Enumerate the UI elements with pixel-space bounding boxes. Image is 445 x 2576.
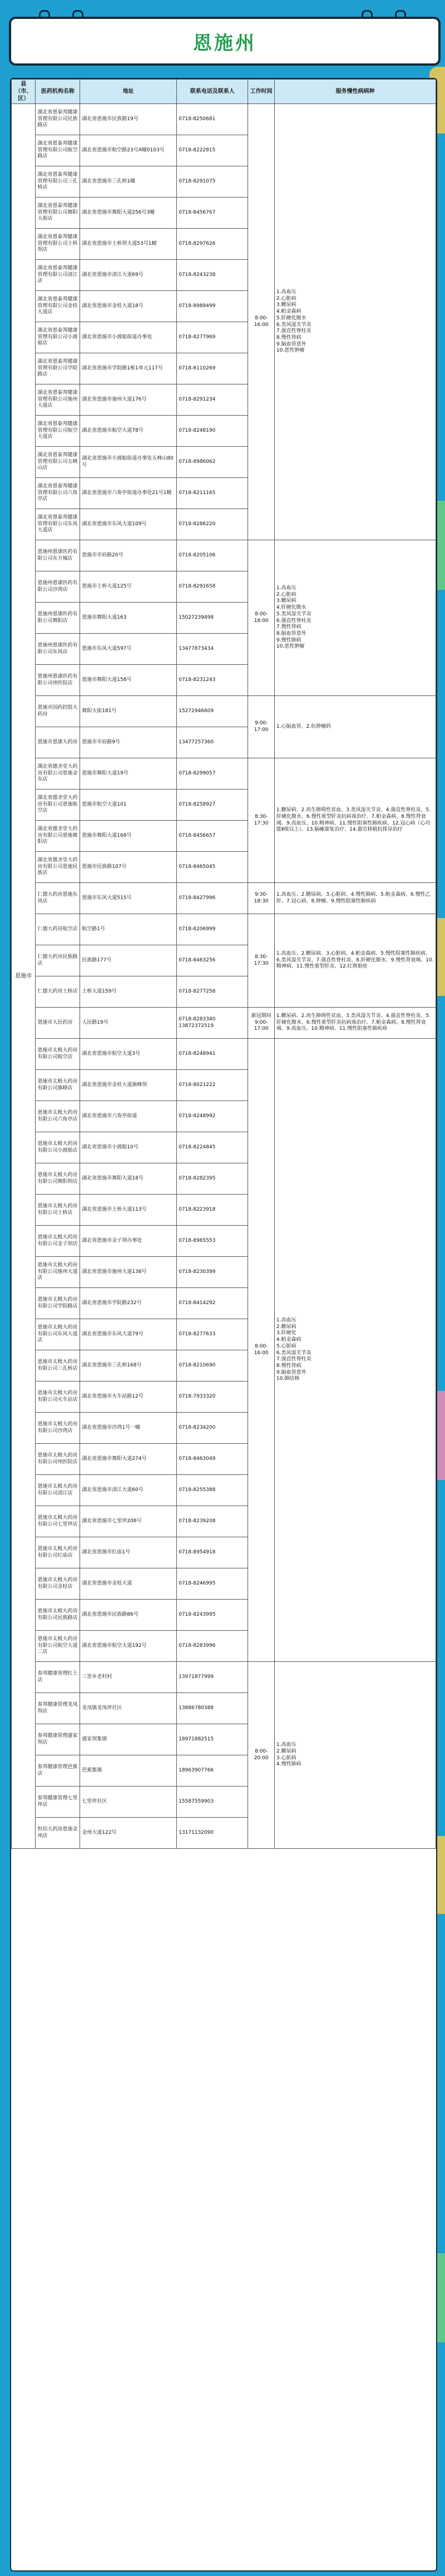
address-cell: 湖北省恩施市民族路19号: [80, 104, 177, 135]
phone-cell: 0718-8277258: [177, 976, 248, 1008]
pharmacy-name-cell: 恩施州恩康医药有限公司沙湾店: [36, 571, 80, 603]
address-cell: 湖北省恩施市土桥大道113号: [80, 1195, 177, 1226]
disease-list-cell: 1.高血压 2.心脏病 3.糖尿病 4.肝硬化腹水 5.类风湿关节炎 6.强直性脊柱炎 7.慢性肾病 8.脑血管意外 9.慢性肺病 10.恶性肿瘤: [274, 540, 436, 696]
phone-cell: 0718-8248190: [177, 416, 248, 447]
phone-cell: 0718-8986062: [177, 447, 248, 478]
address-cell: 湖北省恩施市三孔桥1幢: [80, 166, 177, 198]
pharmacy-name-cell: 恩施市国药控股大药房: [36, 696, 80, 727]
phone-cell: 0718-8297626: [177, 229, 248, 260]
address-cell: 湖北省恩施市红庙1号: [80, 1537, 177, 1568]
phone-cell: 0718-7933320: [177, 1381, 248, 1413]
address-cell: 三里乡老村村: [80, 1662, 177, 1693]
address-cell: 湖北省恩施市航空路23号A幢0103号: [80, 135, 177, 166]
disease-list-cell: 1.高血压 2.糖尿病 3.肝硬化 4.帕金森病 5.心脏病 6.类风湿关节炎 7.强直性脊柱炎 8.慢性肾病 9.脑血管意外 10.肺结核: [274, 1039, 436, 1662]
address-cell: 湖北省恩施市金桂大道旗峰坝: [80, 1070, 177, 1101]
address-cell: 恩施市舞阳大道168号: [80, 821, 177, 852]
address-cell: 湖北省恩施市小渡船街道办事处五峰山80号: [80, 447, 177, 478]
pharmacy-name-cell: 湖北省恩泰邦健康管理有限公司五峰山店: [36, 447, 80, 478]
pharmacy-name-cell: 恩施市太极大药房有限公司州医院店: [36, 1444, 80, 1475]
hours-cell: 8:30-17:30: [248, 758, 274, 883]
pharmacy-name-cell: 仁德大药房民族路店: [36, 945, 80, 976]
phone-cell: 15272946609: [177, 696, 248, 727]
phone-cell: 13477873434: [177, 634, 248, 665]
disease-list-cell: 1.糖尿病、2.再生障碍性贫血、3.类风湿关节炎、4.强直性脊柱炎、5.肝硬化腹水、6.慢性重型肝炎抗病毒治疗、7.帕金森病、8.慢性肾衰竭、9.高血压、10.精神病、11.慢性阻塞性肺疾病、12.冠心病（心功能Ⅱ级以上）、13.脑瘫康复治疗、14.器官移植抗排异治疗: [274, 758, 436, 883]
pharmacy-name-cell: 春邦健康管理龙凤坝店: [36, 1693, 80, 1724]
phone-cell: 0718-8465045: [177, 852, 248, 883]
pharmacy-name-cell: 恩施市人民药房: [36, 1008, 80, 1039]
phone-cell: 0718-8965553: [177, 1226, 248, 1257]
pharmacy-name-cell: 湖北省恩泰邦健康管理有限公司土桥坝店: [36, 229, 80, 260]
pharmacy-name-cell: 湖北省恩泰邦健康管理有限公司航空大道店: [36, 416, 80, 447]
pharmacy-name-cell: 恩施市太极大药房有限公司土桥店: [36, 1195, 80, 1226]
phone-cell: 15587559903: [177, 1787, 248, 1818]
pharmacy-name-cell: 恒信大药房恩施金州店: [36, 1818, 80, 1849]
address-cell: 湖北省恩施市沙湾1号一幢: [80, 1413, 177, 1444]
address-cell: 恩施市航空大道101: [80, 789, 177, 821]
phone-cell: 0718-8283996: [177, 1631, 248, 1662]
phone-cell: 18971882515: [177, 1724, 248, 1755]
table-row: [12, 914, 436, 945]
table-row: [12, 696, 436, 727]
phone-cell: 0718-8110269: [177, 353, 248, 384]
phone-cell: 0718-8243238: [177, 260, 248, 291]
pharmacy-name-cell: 恩施市太极大药房有限公司金子坝店: [36, 1226, 80, 1257]
phone-cell: 0718-8210690: [177, 1350, 248, 1381]
hours-cell: 8:30-17:30: [248, 914, 274, 1008]
phone-cell: 15027239498: [177, 603, 248, 634]
phone-cell: 0718-8286220: [177, 509, 248, 540]
pharmacy-name-cell: 恩施市太极大药房有限公司三孔桥店: [36, 1350, 80, 1381]
pharmacy-name-cell: 湖北省恩泰邦健康管理有限公司三孔桥店: [36, 166, 80, 198]
table-row: [12, 1662, 436, 1693]
address-cell: 湖北省恩施市舞阳大道256号3幢: [80, 198, 177, 229]
address-cell: 七里坪社区: [80, 1787, 177, 1818]
address-cell: 人民路19号: [80, 1008, 177, 1039]
phone-cell: 13171132090: [177, 1818, 248, 1849]
address-cell: 湖北省恩施市施州大道138号: [80, 1257, 177, 1288]
phone-cell: 0718-8248992: [177, 1101, 248, 1132]
address-cell: 湖北省恩施市东风大道79号: [80, 1319, 177, 1350]
address-cell: 舞阳大街181号: [80, 696, 177, 727]
phone-cell: 0718-8222815: [177, 135, 248, 166]
title-card: [9, 17, 441, 66]
address-cell: 恩施市市府路9号: [80, 727, 177, 758]
table-body: [12, 104, 436, 1849]
address-cell: 恩施市民族路107号: [80, 852, 177, 883]
address-cell: 湖北省恩施市学院路232号: [80, 1288, 177, 1319]
pharmacy-name-cell: 春邦健康管理芭蕉店: [36, 1755, 80, 1787]
address-cell: 湖北省恩施市施州大道176号: [80, 384, 177, 416]
pharmacy-name-cell: 恩施市太极大药房有限公司施州大道店: [36, 1257, 80, 1288]
column-header-address: 地址: [80, 80, 177, 104]
pharmacy-name-cell: 湖北省恩泰邦健康管理有限公司施州大道店: [36, 384, 80, 416]
pharmacy-name-cell: 恩施市太极大药房有限公司沙湾店: [36, 1413, 80, 1444]
phone-cell: 0718-8277633: [177, 1319, 248, 1350]
phone-cell: 0718-8427996: [177, 883, 248, 914]
address-cell: 湖北省恩施市航空大道78号: [80, 416, 177, 447]
address-cell: 恩施市东风大道515号: [80, 883, 177, 914]
table-row: [12, 1039, 436, 1070]
pharmacy-name-cell: 湖北省恩泰邦健康管理有限公司六角亭店: [36, 478, 80, 509]
address-cell: 湖北省恩施市土桥坝大道53号1幢: [80, 229, 177, 260]
phone-cell: 0718-8206999: [177, 914, 248, 945]
pharmacy-name-cell: 湖北省德圣堂大药房有限公司恩施航空店: [36, 789, 80, 821]
pharmacy-name-cell: 湖北省德圣堂大药房有限公司恩施金东店: [36, 758, 80, 789]
address-cell: 恩施市舞阳大道163: [80, 603, 177, 634]
address-cell: 湖北省恩施市航空大道3号: [80, 1039, 177, 1070]
column-header-hours: 工作时间: [248, 80, 274, 104]
address-cell: 龙凤镇龙凤坪社区: [80, 1693, 177, 1724]
pharmacy-name-cell: 湖北省恩泰邦健康管理有限公司东风大道店: [36, 509, 80, 540]
pharmacy-name-cell: 恩施市太极大药房有限公司旗峰店: [36, 1070, 80, 1101]
address-cell: 湖北省恩施市七里坪208号: [80, 1506, 177, 1537]
page-header: [6, 4, 439, 70]
address-cell: 湖北省恩施市东风大道109号: [80, 509, 177, 540]
phone-cell: 13886780388: [177, 1693, 248, 1724]
pharmacy-name-cell: 恩施市太极大药房有限公司学院路店: [36, 1288, 80, 1319]
address-cell: 湖北省恩施市舞阳大道18号: [80, 1163, 177, 1195]
phone-cell: 0718-8211165: [177, 478, 248, 509]
phone-cell: 0718-8291658: [177, 571, 248, 603]
pharmacy-name-cell: 湖北省恩泰邦健康管理有限公司清江店: [36, 260, 80, 291]
address-cell: 金州大道122号: [80, 1818, 177, 1849]
pharmacy-name-cell: 恩施市太极大药房有限公司航空店: [36, 1039, 80, 1070]
phone-cell: 0718-8234200: [177, 1413, 248, 1444]
phone-cell: 13971877999: [177, 1662, 248, 1693]
pharmacy-name-cell: 恩施市恩康大药房: [36, 727, 80, 758]
disease-list-cell: 1.高血压 2.心脏病 3.糖尿病 4.帕金森病 5.肝硬化腹水 6.类风湿关节炎 7.强直性脊柱炎 8.慢性肾病 9.脑血管意外 10.恶性肿瘤: [274, 104, 436, 540]
address-cell: 民族路177号: [80, 945, 177, 976]
phone-cell: 0718-8282395: [177, 1163, 248, 1195]
phone-cell: 0718-8246995: [177, 1568, 248, 1600]
table-header-row: [12, 80, 436, 104]
phone-cell: 0718-8414292: [177, 1288, 248, 1319]
address-cell: 恩施市市府路20号: [80, 540, 177, 571]
address-cell: 航空路1号: [80, 914, 177, 945]
disease-list-cell: 1.高血压、2.糖尿病、3.心脏病、4.慢性肺病、5.帕金森病、6.慢性乙肝、7.冠心病、8.肿瘤、9.慢性阻塞性肺疾病: [274, 883, 436, 914]
pharmacy-name-cell: 恩施市太极大药房有限公司清江店: [36, 1475, 80, 1506]
pharmacy-name-cell: 仁德大药房航空店: [36, 914, 80, 945]
pharmacy-name-cell: 恩施州恩康医药有限公司舞阳店: [36, 603, 80, 634]
phone-cell: 0718-8456657: [177, 821, 248, 852]
address-cell: 湖北省恩施市舞阳大道274号: [80, 1444, 177, 1475]
address-cell: 湖北省恩施市航空大道192号: [80, 1631, 177, 1662]
address-cell: 恩施市舞阳大道158号: [80, 665, 177, 696]
phone-cell: 0718-8463049: [177, 1444, 248, 1475]
address-cell: 湖北省恩施市金子坝办事处: [80, 1226, 177, 1257]
phone-cell: 0718-8989499: [177, 291, 248, 322]
address-cell: 恩施市东风大道597号: [80, 634, 177, 665]
phone-cell: 0718-8243995: [177, 1600, 248, 1631]
disease-list-cell: 1.高血压 2.糖尿病 3.心脏病 4.慢性肺病: [274, 1662, 436, 1849]
address-cell: 湖北省恩施市学院路1栋1单元117号: [80, 353, 177, 384]
pharmacy-name-cell: 恩施市太极大药房有限公司六角亭店: [36, 1101, 80, 1132]
table-row: [12, 1008, 436, 1039]
address-cell: 湖北省恩施市小渡船10号: [80, 1132, 177, 1163]
table-row: [12, 104, 436, 135]
phone-cell: 0718-8299057: [177, 758, 248, 789]
disease-list-cell: 1.心脑血管、2.抗肿瘤药: [274, 696, 436, 758]
phone-cell: 0718-8255388: [177, 1475, 248, 1506]
pharmacy-name-cell: 恩施市太极大药房有限公司红庙店: [36, 1537, 80, 1568]
phone-cell: 0718-8231243: [177, 665, 248, 696]
phone-cell: 0718-8463256: [177, 945, 248, 976]
address-cell: 湖北省恩施市六角亭街道: [80, 1101, 177, 1132]
phone-cell: 18963907766: [177, 1755, 248, 1787]
phone-cell: 0718-8224845: [177, 1132, 248, 1163]
phone-cell: 0718-8291234: [177, 384, 248, 416]
phone-cell: 0718-8223918: [177, 1195, 248, 1226]
pharmacy-name-cell: 恩施市太极大药房有限公司小渡船店: [36, 1132, 80, 1163]
pharmacy-name-cell: 湖北省德圣堂大药房有限公司恩施民族店: [36, 852, 80, 883]
pharmacy-name-cell: 恩施市太极大药房有限公司火车站店: [36, 1381, 80, 1413]
table-row: [12, 540, 436, 571]
phone-cell: 0718-8205106: [177, 540, 248, 571]
hours-cell: 8:00-16:00: [248, 1039, 274, 1662]
pharmacy-name-cell: 恩施市太极大药房有限公司民族路店: [36, 1600, 80, 1631]
address-cell: 湖北省恩施市火车站路12号: [80, 1381, 177, 1413]
column-header-diseases: 服务慢性病病种: [274, 80, 436, 104]
pharmacy-name-cell: 湖北省恩泰邦健康管理有限公司航空路店: [36, 135, 80, 166]
disease-list-cell: 1.糖尿病、2.再生障碍性贫血、3.类风湿关节炎、4.强直性脊柱炎、5.肝硬化腹水、6.慢性重型肝炎抗病毒治疗、7.帕金森病、8.慢性肾衰竭、9.高血压、10.精神病、11.慢性阻塞性肺疾病: [274, 1008, 436, 1039]
address-cell: 湖北省恩施市清江大道60号: [80, 1475, 177, 1506]
pharmacy-name-cell: 湖北省恩泰邦健康管理有限公司小渡船店: [36, 322, 80, 353]
pharmacy-name-cell: 仁德大药房恩施东风店: [36, 883, 80, 914]
pharmacy-table-container: [10, 78, 437, 2572]
phone-cell: 0718-8250681: [177, 104, 248, 135]
pharmacy-table: [11, 79, 436, 1849]
pharmacy-name-cell: 恩施州恩康医药有限公司州医院店: [36, 665, 80, 696]
phone-cell: 0718-8230399: [177, 1257, 248, 1288]
hours-cell: 9:00-17:00: [248, 696, 274, 758]
phone-cell: 0718-8291075: [177, 166, 248, 198]
phone-cell: 0718-8239208: [177, 1506, 248, 1537]
address-cell: 湖北省恩施市民族路86号: [80, 1600, 177, 1631]
address-cell: 芭蕉集镇: [80, 1755, 177, 1787]
hours-cell: 新冠期间9:00-17:00: [248, 1008, 274, 1039]
pharmacy-name-cell: 湖北省德圣堂大药房有限公司恩施舞阳店: [36, 821, 80, 852]
district-cell: 恩施市: [12, 104, 36, 1849]
page-title: 恩施州: [193, 32, 256, 55]
pharmacy-name-cell: 恩施市太极大药房有限公司航空大道二店: [36, 1631, 80, 1662]
phone-cell: 0718-8954918: [177, 1537, 248, 1568]
address-cell: 湖北省恩施市金桂大道18号: [80, 291, 177, 322]
pharmacy-name-cell: 仁德大药房土桥店: [36, 976, 80, 1008]
phone-cell: 0718-8248941: [177, 1039, 248, 1070]
pharmacy-name-cell: 春邦健康管理红土店: [36, 1662, 80, 1693]
phone-cell: 0718-8258927: [177, 789, 248, 821]
pharmacy-name-cell: 恩施市太极大药房有限公司舞阳坝店: [36, 1163, 80, 1195]
address-cell: 恩施市舞阳大道19号: [80, 758, 177, 789]
column-header-district: 县（市、区）: [12, 80, 36, 104]
column-header-phone: 联系电话及联系人: [177, 80, 248, 104]
pharmacy-name-cell: 湖北省恩泰邦健康管理有限公司民族路店: [36, 104, 80, 135]
hours-cell: 9:30-18:30: [248, 883, 274, 914]
address-cell: 湖北省恩施市三孔桥168号: [80, 1350, 177, 1381]
table-row: [12, 883, 436, 914]
pharmacy-name-cell: 春邦健康管理七里坪店: [36, 1787, 80, 1818]
pharmacy-name-cell: 湖北省恩泰邦健康管理有限公司舞阳大街店: [36, 198, 80, 229]
hours-cell: 8:00-16:00: [248, 104, 274, 540]
hours-cell: 8:00-18:00: [248, 540, 274, 696]
address-cell: 湖北省恩施市小渡船街道办事处: [80, 322, 177, 353]
table-row: [12, 758, 436, 789]
address-cell: 盛家坝集镇: [80, 1724, 177, 1755]
disease-list-cell: 1.高血压、2.糖尿病、3.心脏病、4.帕金森病、5.慢性阻塞性肺疾病、6.类风湿关节炎、7.强直性脊柱炎、8.肝硬化腹水、9.慢性肾衰竭、10.精神病、11.慢性重型肝炎、12.红斑狼疮: [274, 914, 436, 1008]
column-header-name: 医药机构名称: [36, 80, 80, 104]
pharmacy-name-cell: 春邦健康管理盛家坝店: [36, 1724, 80, 1755]
pharmacy-name-cell: 恩施市太极大药房有限公司七里坪店: [36, 1506, 80, 1537]
address-cell: 湖北省恩施市清江大道69号: [80, 260, 177, 291]
address-cell: 湖北省恩施市六角亭街道办事处21号1幢: [80, 478, 177, 509]
address-cell: 恩施市土桥大道125号: [80, 571, 177, 603]
pharmacy-name-cell: 恩施市太极大药房有限公司东风大道店: [36, 1319, 80, 1350]
address-cell: 湖北省恩施市金桂大道: [80, 1568, 177, 1600]
pharmacy-name-cell: 恩施州恩康医药有限公司东方城店: [36, 540, 80, 571]
phone-cell: 0718-8283340 13872372519: [177, 1008, 248, 1039]
phone-cell: 0718-8021222: [177, 1070, 248, 1101]
phone-cell: 13477257360: [177, 727, 248, 758]
phone-cell: 0718-8277969: [177, 322, 248, 353]
pharmacy-name-cell: 湖北省恩泰邦健康管理有限公司学院路店: [36, 353, 80, 384]
phone-cell: 0718-8456767: [177, 198, 248, 229]
pharmacy-name-cell: 湖北省恩泰邦健康管理有限公司金桂大道店: [36, 291, 80, 322]
hours-cell: 8:00-20:00: [248, 1662, 274, 1849]
pharmacy-name-cell: 恩施州恩康医药有限公司东风店: [36, 634, 80, 665]
pharmacy-name-cell: 恩施市太极大药房有限公司金桂店: [36, 1568, 80, 1600]
address-cell: 土桥大道159号: [80, 976, 177, 1008]
